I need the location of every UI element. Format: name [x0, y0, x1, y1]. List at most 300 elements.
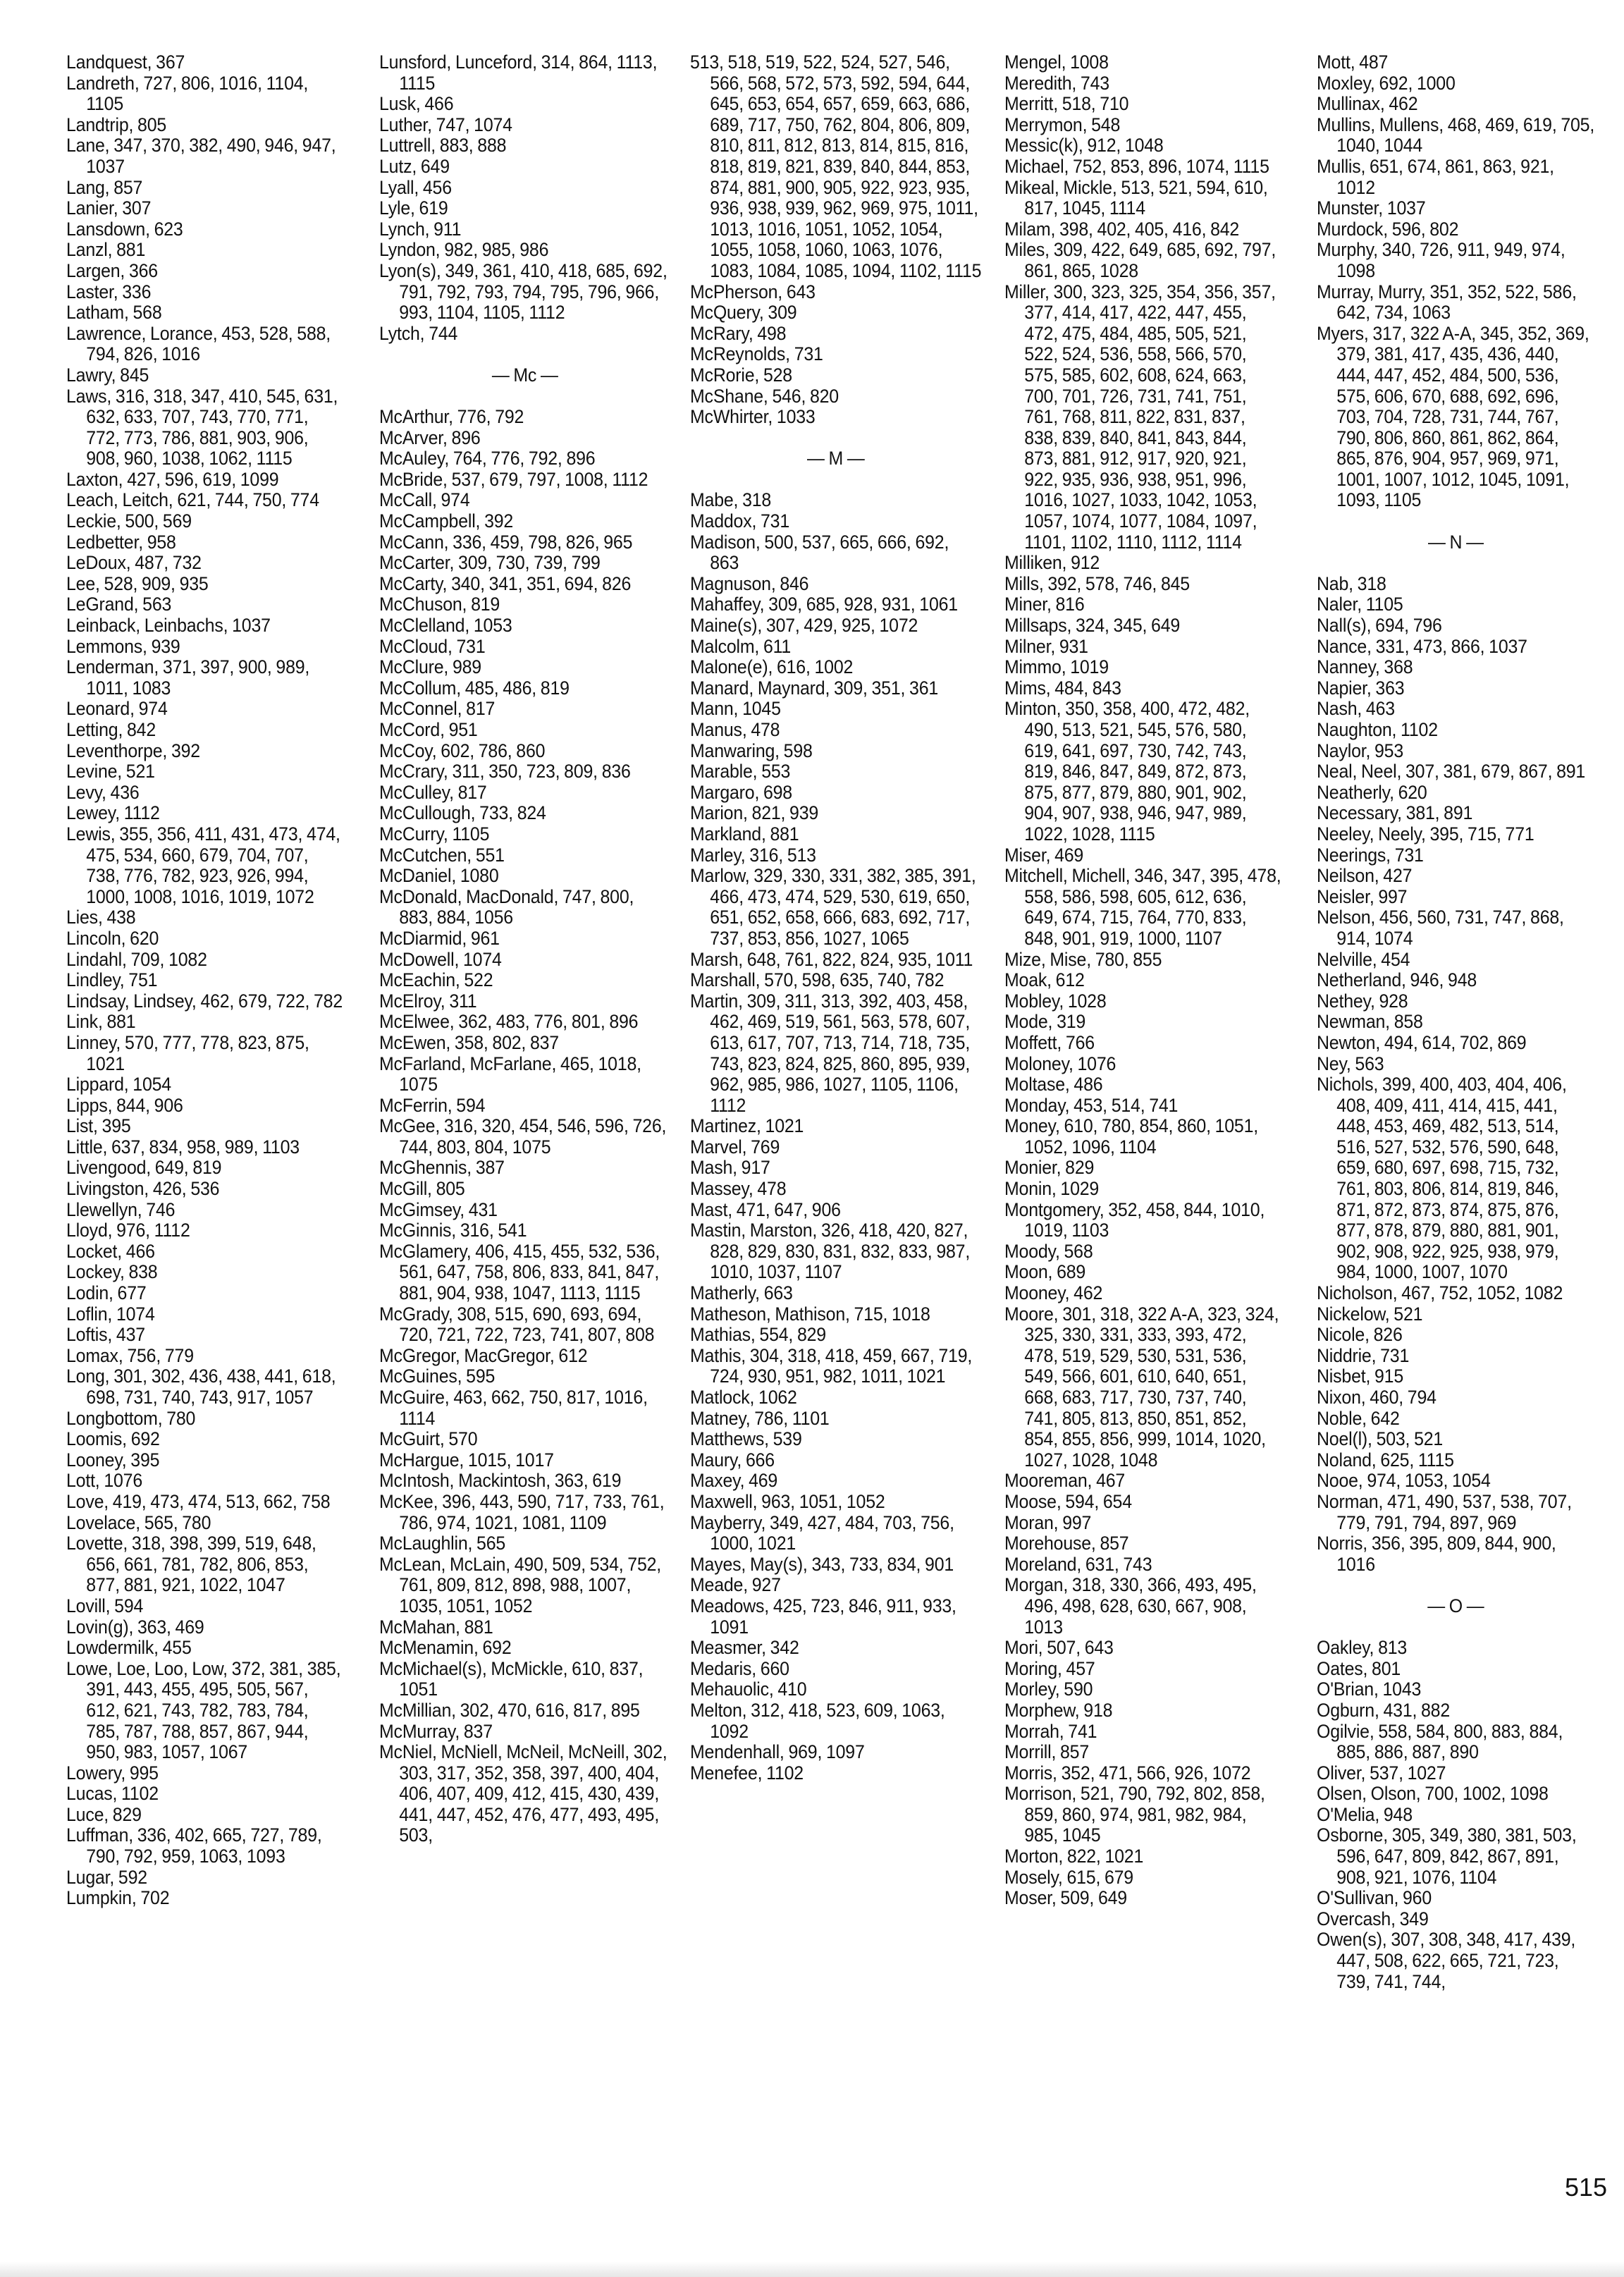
index-entry: McElwee, 362, 483, 776, 801, 896: [379, 1011, 639, 1033]
index-entry: Markland, 881: [690, 823, 799, 845]
index-entry: Moran, 997: [1004, 1511, 1092, 1533]
index-entry: O'Sullivan, 960: [1317, 1887, 1432, 1909]
index-entry: Miller, 300, 323, 325, 354, 356, 357, 377, 414, 417, 422, 447, 455, 472, 475, 484, 485, 505, 521, 522, 524, 536, 558, 566, 570, 575, 585, 602, 608, 624, 663, 700, 701, 726, 731, 741, 751, 761, 768, 811, 822, 831, 837, 838, 839, 840, 841, 843, 844, 873, 881, 912, 917, 920, 921, 922, 935, 936, 938, 951, 996, 1016, 1027, 1033, 1042, 1053, 1057, 1074, 1077, 1084, 1097, 1101, 1102, 1110, 1112, 1114: [1004, 281, 1276, 553]
index-entry: Lane, 347, 370, 382, 490, 946, 947, 1037: [66, 135, 336, 177]
index-entry: McWhirter, 1033: [690, 406, 816, 428]
index-entry: Mullis, 651, 674, 861, 863, 921, 1012: [1317, 155, 1554, 198]
index-entry: Moltase, 486: [1004, 1074, 1103, 1095]
index-entry: Neisler, 997: [1317, 885, 1408, 907]
index-entry: Mengel, 1008: [1004, 51, 1109, 73]
index-entry: Mimmo, 1019: [1004, 656, 1109, 678]
index-entry: McGhennis, 387: [379, 1157, 505, 1179]
index-entry: Neilson, 427: [1317, 865, 1413, 887]
index-entry: Mims, 484, 843: [1004, 677, 1121, 699]
index-entry: O'Melia, 948: [1317, 1803, 1413, 1825]
index-entry: McGuines, 595: [379, 1365, 496, 1387]
index-entry: Meadows, 425, 723, 846, 911, 933, 1091: [690, 1595, 956, 1638]
index-entry: Morgan, 318, 330, 366, 493, 495, 496, 498, 628, 630, 667, 908, 1013: [1004, 1574, 1257, 1638]
index-entry: Norman, 471, 490, 537, 538, 707, 779, 791, 794, 897, 969: [1317, 1490, 1572, 1533]
index-entry: Mode, 319: [1004, 1011, 1086, 1033]
index-entry: Manard, Maynard, 309, 351, 361: [690, 677, 939, 699]
index-entry: O'Brian, 1043: [1317, 1678, 1422, 1700]
index-entry: Milliken, 912: [1004, 552, 1100, 574]
index-entry: Massey, 478: [690, 1178, 787, 1200]
index-entry: Norris, 356, 395, 809, 844, 900, 1016: [1317, 1533, 1556, 1575]
index-entry: Landquest, 367: [66, 51, 185, 73]
index-entry: Laxton, 427, 596, 619, 1099: [66, 468, 279, 490]
index-entry: Locket, 466: [66, 1240, 155, 1262]
index-entry: Neatherly, 620: [1317, 781, 1427, 803]
index-entry: Nixon, 460, 794: [1317, 1387, 1437, 1408]
index-entry: Nisbet, 915: [1317, 1365, 1404, 1387]
index-entry: McAuley, 764, 776, 792, 896: [379, 448, 596, 469]
index-entry: Malone(e), 616, 1002: [690, 656, 854, 678]
index-entry: McMillian, 302, 470, 616, 817, 895: [379, 1699, 640, 1721]
index-entry: Merrymon, 548: [1004, 113, 1121, 135]
index-entry: Lindahl, 709, 1082: [66, 948, 207, 970]
index-entry: Loftis, 437: [66, 1324, 145, 1346]
index-entry: Mullins, Mullens, 468, 469, 619, 705, 1040, 1044: [1317, 113, 1595, 156]
index-entry: Looney, 395: [66, 1449, 160, 1471]
index-entry: McDaniel, 1080: [379, 865, 499, 887]
index-entry: Moreland, 631, 743: [1004, 1553, 1152, 1575]
index-entry: Lawry, 845: [66, 364, 149, 386]
index-entry: McFarland, McFarlane, 465, 1018, 1075: [379, 1052, 641, 1095]
index-entry: McGuire, 463, 662, 750, 817, 1016, 1114: [379, 1387, 648, 1429]
index-entry: McGlamery, 406, 415, 455, 532, 536, 561, 647, 758, 806, 833, 841, 847, 881, 904, 938, 1047, 1113, 1115: [379, 1240, 660, 1304]
index-entry: Mann, 1045: [690, 698, 781, 720]
index-entry: Long, 301, 302, 436, 438, 441, 618, 698, 731, 740, 743, 917, 1057: [66, 1365, 336, 1408]
index-entry: Luffman, 336, 402, 665, 727, 789, 790, 792, 959, 1063, 1093: [66, 1824, 322, 1867]
index-entry: Nall(s), 694, 796: [1317, 615, 1442, 637]
index-entry: Noel(l), 503, 521: [1317, 1428, 1444, 1450]
index-entry: Noble, 642: [1317, 1407, 1400, 1429]
index-entry: Mori, 507, 643: [1004, 1637, 1114, 1659]
index-entry: McDonald, MacDonald, 747, 800, 883, 884, 1056: [379, 885, 634, 928]
index-entry: Osborne, 305, 349, 380, 381, 503, 596, 647, 809, 842, 867, 891, 908, 921, 1076, 1104: [1317, 1824, 1577, 1888]
index-entry: Money, 610, 780, 854, 860, 1051, 1052, 1096, 1104: [1004, 1115, 1258, 1158]
index-entry: Leinback, Leinbachs, 1037: [66, 615, 271, 637]
index-entry: McClelland, 1053: [379, 615, 512, 637]
index-entry: Margaro, 698: [690, 781, 792, 803]
index-entry: Mathias, 554, 829: [690, 1324, 826, 1346]
section-letter-heading: — N —: [1427, 531, 1484, 553]
index-entry: McCoy, 602, 786, 860: [379, 739, 546, 761]
index-entry: Lipps, 844, 906: [66, 1094, 183, 1116]
index-entry: Largen, 366: [66, 259, 158, 281]
index-entry: Lanzl, 881: [66, 239, 146, 261]
index-entry: Moak, 612: [1004, 969, 1085, 991]
index-entry: McGee, 316, 320, 454, 546, 596, 726, 744, 803, 804, 1075: [379, 1115, 667, 1158]
index-entry: Link, 881: [66, 1011, 136, 1033]
index-entry: Lucas, 1102: [66, 1783, 159, 1805]
index-entry: Matlock, 1062: [690, 1387, 797, 1408]
index-entry: Maury, 666: [690, 1449, 775, 1471]
index-entry: Murdock, 596, 802: [1317, 218, 1459, 240]
index-entry: Lytch, 744: [379, 322, 458, 344]
section-letter-heading: — O —: [1427, 1595, 1484, 1616]
index-entry: McGuirt, 570: [379, 1428, 478, 1450]
index-entry: Lenderman, 371, 397, 900, 989, 1011, 1083: [66, 656, 310, 699]
index-entry: Moser, 509, 649: [1004, 1887, 1127, 1909]
index-entry: Noland, 625, 1115: [1317, 1449, 1454, 1471]
index-entry: McDowell, 1074: [379, 948, 502, 970]
index-entry: Mehauolic, 410: [690, 1678, 807, 1700]
section-letter-heading: — Mc —: [491, 364, 558, 386]
index-entry: McQuery, 309: [690, 302, 797, 324]
index-entry: Lumpkin, 702: [66, 1887, 170, 1909]
index-entry: McMahan, 881: [379, 1616, 493, 1638]
index-entry: Neeley, Neely, 395, 715, 771: [1317, 823, 1534, 845]
index-entry: Leventhorpe, 392: [66, 739, 200, 761]
index-entry: McDiarmid, 961: [379, 927, 500, 949]
index-entry: Oliver, 537, 1027: [1317, 1762, 1446, 1784]
index-entry: Mitchell, Michell, 346, 347, 395, 478, 558, 586, 598, 605, 612, 636, 649, 674, 715, 764, 770, 833, 848, 901, 919, 1000, 1107: [1004, 865, 1281, 949]
index-entry: Meade, 927: [690, 1574, 781, 1596]
index-entry: Mahaffey, 309, 685, 928, 931, 1061: [690, 594, 958, 615]
index-entry: Luther, 747, 1074: [379, 113, 512, 135]
index-entry: McLaughlin, 565: [379, 1533, 506, 1554]
index-entry: Morphew, 918: [1004, 1699, 1113, 1721]
index-entry: Ney, 563: [1317, 1052, 1384, 1074]
index-entry: Nance, 331, 473, 866, 1037: [1317, 635, 1527, 657]
index-entry: Marlow, 329, 330, 331, 382, 385, 391, 466, 473, 474, 529, 530, 619, 650, 651, 652, 658, 666, 683, 692, 717, 737, 853, 856, 1027, 1065: [690, 865, 976, 949]
index-entry: Linney, 570, 777, 778, 823, 875, 1021: [66, 1031, 309, 1074]
index-entry: Morrison, 521, 790, 792, 802, 858, 859, 860, 974, 981, 982, 984, 985, 1045: [1004, 1783, 1265, 1846]
index-entry: Mize, Mise, 780, 855: [1004, 948, 1162, 970]
index-entry: Neal, Neel, 307, 381, 679, 867, 891: [1317, 761, 1586, 782]
index-entry: Michael, 752, 853, 896, 1074, 1115: [1004, 155, 1269, 177]
index-entry: Nash, 463: [1317, 698, 1395, 720]
index-entry: Nickelow, 521: [1317, 1303, 1423, 1325]
index-entry: Ogilvie, 558, 584, 800, 883, 884, 885, 886, 887, 890: [1317, 1720, 1563, 1763]
index-entry: Overcash, 349: [1317, 1908, 1429, 1929]
index-entry: Lies, 438: [66, 907, 136, 928]
index-entry: Mosely, 615, 679: [1004, 1866, 1133, 1888]
index-entry: Niddrie, 731: [1317, 1344, 1410, 1366]
index-entry: Myers, 317, 322 A-A, 345, 352, 369, 379, 381, 417, 435, 436, 440, 444, 447, 452, 484, 500, 536, 575, 606, 670, 688, 692, 696, 703, 704, 728, 731, 744, 767, 790, 806, 860, 861, 862, 864, 865, 876, 904, 957, 969, 971, 1001, 1007, 1012, 1045, 1091, 1093, 1105: [1317, 322, 1589, 511]
index-entry: McCurry, 1105: [379, 823, 490, 845]
index-entry: McCutchen, 551: [379, 844, 505, 866]
index-entry: Naler, 1105: [1317, 594, 1403, 615]
index-entry: Leckie, 500, 569: [66, 510, 192, 532]
index-entry: Messic(k), 912, 1048: [1004, 135, 1164, 156]
index-entry: Little, 637, 834, 958, 989, 1103: [66, 1136, 300, 1158]
index-entry: McGimsey, 431: [379, 1198, 498, 1220]
index-entry: Leonard, 974: [66, 698, 168, 720]
index-entry: Miser, 469: [1004, 844, 1084, 866]
index-entry: Netherland, 946, 948: [1317, 969, 1477, 991]
index-entry: Monin, 1029: [1004, 1178, 1100, 1200]
index-entry: Nelson, 456, 560, 731, 747, 868, 914, 1074: [1317, 907, 1564, 949]
index-entry: Landtrip, 805: [66, 113, 167, 135]
index-entry: Lawrence, Lorance, 453, 528, 588, 794, 826, 1016: [66, 322, 331, 365]
index-entry: McCullough, 733, 824: [379, 802, 546, 824]
index-entry: Matherly, 663: [690, 1282, 793, 1304]
index-entry: Loomis, 692: [66, 1428, 160, 1450]
index-entry: Lyall, 456: [379, 176, 452, 198]
index-entry: Morley, 590: [1004, 1678, 1093, 1700]
index-entry: Menefee, 1102: [690, 1762, 804, 1784]
index-entry: McArver, 896: [379, 426, 481, 448]
index-entry: Moring, 457: [1004, 1657, 1095, 1679]
index-entry: McCulley, 817: [379, 781, 487, 803]
index-entry: Marion, 821, 939: [690, 802, 819, 824]
index-entry: McCarty, 340, 341, 351, 694, 826: [379, 572, 632, 594]
index-entry: Mooney, 462: [1004, 1282, 1103, 1304]
index-entry: McCarter, 309, 730, 739, 799: [379, 552, 601, 574]
index-entry: McGregor, MacGregor, 612: [379, 1344, 588, 1366]
index-entry: Matney, 786, 1101: [690, 1407, 830, 1429]
index-entry: Lugar, 592: [66, 1866, 147, 1888]
index-entry: Maxwell, 963, 1051, 1052: [690, 1490, 885, 1512]
index-entry: McNiel, McNiell, McNeil, McNeill, 302, 303, 317, 352, 358, 397, 400, 404, 406, 407, 409, 412, 415, 430, 439, 441, 447, 452, 476, 477, 493, 495, 503,: [379, 1741, 668, 1846]
index-entry: Manus, 478: [690, 719, 780, 740]
index-entry: Leach, Leitch, 621, 744, 750, 774: [66, 489, 319, 511]
index-entry: Morehouse, 857: [1004, 1533, 1129, 1554]
index-entry: Lowery, 995: [66, 1762, 159, 1784]
index-entry: McFerrin, 594: [379, 1094, 486, 1116]
index-entry: McMenamin, 692: [379, 1637, 512, 1659]
index-entry: Lott, 1076: [66, 1470, 142, 1492]
index-entry: Morton, 822, 1021: [1004, 1846, 1144, 1867]
index-entry: Mills, 392, 578, 746, 845: [1004, 572, 1190, 594]
index-entry: McPherson, 643: [690, 281, 816, 302]
index-entry: Lynch, 911: [379, 218, 462, 240]
index-entry: Minton, 350, 358, 400, 472, 482, 490, 513, 521, 545, 576, 580, 619, 641, 697, 730, 742, 743, 819, 846, 847, 849, 872, 873, 875, 877, 879, 880, 901, 902, 904, 907, 938, 946, 947, 989, 1022, 1028, 1115: [1004, 698, 1250, 845]
index-entry: Ogburn, 431, 882: [1317, 1699, 1451, 1721]
index-entry: Nicholson, 467, 752, 1052, 1082: [1317, 1282, 1563, 1304]
index-entry: Lockey, 838: [66, 1261, 158, 1283]
index-entry: Magnuson, 846: [690, 572, 809, 594]
index-entry: McRorie, 528: [690, 364, 792, 386]
index-entry: McConnel, 817: [379, 698, 496, 720]
index-entry: Moose, 594, 654: [1004, 1490, 1132, 1512]
index-entry: Lyle, 619: [379, 197, 448, 219]
index-entry: Ledbetter, 958: [66, 531, 176, 553]
index-entry: McCord, 951: [379, 719, 478, 740]
index-entry: McEwen, 358, 802, 837: [379, 1031, 559, 1053]
index-entry: Marley, 316, 513: [690, 844, 816, 866]
index-entry: Mikeal, Mickle, 513, 521, 594, 610, 817, 1045, 1114: [1004, 176, 1268, 219]
index-entry: Lee, 528, 909, 935: [66, 572, 209, 594]
index-entry: Murray, Murry, 351, 352, 522, 586, 642, 734, 1063: [1317, 281, 1577, 324]
index-entry: Levine, 521: [66, 761, 155, 782]
index-entry: Lowdermilk, 455: [66, 1637, 192, 1659]
index-entry: Longbottom, 780: [66, 1407, 196, 1429]
index-entry: Morrah, 741: [1004, 1720, 1097, 1742]
index-entry: Miles, 309, 422, 649, 685, 692, 797, 861, 865, 1028: [1004, 239, 1277, 281]
index-entry: Lyon(s), 349, 361, 410, 418, 685, 692, 791, 792, 793, 794, 795, 796, 966, 993, 1104, 1105, 1112: [379, 259, 668, 324]
index-entry: Mast, 471, 647, 906: [690, 1198, 841, 1220]
index-entry: Lovill, 594: [66, 1595, 144, 1616]
index-entry: Lovin(g), 363, 469: [66, 1616, 204, 1638]
index-entry: Nanney, 368: [1317, 656, 1413, 678]
index-entry: Lewis, 355, 356, 411, 431, 473, 474, 475, 534, 660, 679, 704, 707, 738, 776, 782, 923, 926, 994, 1000, 1008, 1016, 1019, 1072: [66, 823, 340, 907]
index-entry: Nab, 318: [1317, 572, 1386, 594]
index-entry: Mobley, 1028: [1004, 990, 1107, 1012]
index-entry: Munster, 1037: [1317, 197, 1426, 219]
index-entry: McReynolds, 731: [690, 343, 823, 365]
index-entry: McBride, 537, 679, 797, 1008, 1112: [379, 468, 648, 490]
index-entry: Matthews, 539: [690, 1428, 802, 1450]
index-entry: Lovelace, 565, 780: [66, 1511, 211, 1533]
index-entry: Livingston, 426, 536: [66, 1178, 220, 1200]
index-entry: Meredith, 743: [1004, 72, 1109, 94]
index-entry: Lutz, 649: [379, 155, 450, 177]
index-entry: McShane, 546, 820: [690, 385, 839, 407]
index-entry: Naughton, 1102: [1317, 719, 1438, 740]
index-entry: Marable, 553: [690, 761, 791, 782]
index-entry: Newman, 858: [1317, 1011, 1423, 1033]
index-entry: McCann, 336, 459, 798, 826, 965: [379, 531, 633, 553]
index-entry: Oakley, 813: [1317, 1637, 1408, 1659]
index-entry: Lansdown, 623: [66, 218, 183, 240]
index-entry: Lindsay, Lindsey, 462, 679, 722, 782: [66, 990, 343, 1012]
index-entry: Olsen, Olson, 700, 1002, 1098: [1317, 1783, 1549, 1805]
index-entry: Measmer, 342: [690, 1637, 799, 1659]
index-entry: McArthur, 776, 792: [379, 406, 524, 428]
index-entry: Lodin, 677: [66, 1282, 147, 1304]
index-entry: Nichols, 399, 400, 403, 404, 406, 408, 409, 411, 414, 415, 441, 448, 453, 469, 482, 513, 514, 516, 527, 532, 576, 590, 648, 659, 680, 697, 698, 715, 732, 761, 803, 806, 814, 819, 846, 871, 872, 873, 874, 875, 876, 877, 878, 879, 880, 881, 901, 902, 908, 922, 925, 938, 979, 984, 1000, 1007, 1070: [1317, 1074, 1567, 1283]
index-entry: Landreth, 727, 806, 1016, 1104, 1105: [66, 72, 309, 115]
index-entry: Oates, 801: [1317, 1657, 1401, 1679]
index-entry: Naylor, 953: [1317, 739, 1404, 761]
index-entry: Melton, 312, 418, 523, 609, 1063, 1092: [690, 1699, 945, 1742]
index-entry: Nooe, 974, 1053, 1054: [1317, 1470, 1491, 1492]
index-entry: Lunsford, Lunceford, 314, 864, 1113, 1115: [379, 51, 658, 94]
index-entry: McMurray, 837: [379, 1720, 493, 1742]
index-entry: Levy, 436: [66, 781, 140, 803]
index-entry: Newton, 494, 614, 702, 869: [1317, 1031, 1527, 1053]
index-entry: Lanier, 307: [66, 197, 152, 219]
index-entry: Llewellyn, 746: [66, 1198, 176, 1220]
index-entry: Milner, 931: [1004, 635, 1088, 657]
index-entry: Malcolm, 611: [690, 635, 792, 657]
index-entry: Letting, 842: [66, 719, 156, 740]
index-entry: Lovette, 318, 398, 399, 519, 648, 656, 661, 781, 782, 806, 853, 877, 881, 921, 1022, 1047: [66, 1533, 316, 1596]
index-entry: Neerings, 731: [1317, 844, 1424, 866]
index-entry: Monday, 453, 514, 741: [1004, 1094, 1179, 1116]
index-entry: Mabe, 318: [690, 489, 772, 511]
index-entry: Morris, 352, 471, 566, 926, 1072: [1004, 1762, 1251, 1784]
index-entry: Monier, 829: [1004, 1157, 1095, 1179]
index-entry: Lemmons, 939: [66, 635, 180, 657]
index-entry: Nelville, 454: [1317, 948, 1410, 970]
index-entry: Lang, 857: [66, 176, 143, 198]
index-entry: Mullinax, 462: [1317, 93, 1418, 115]
page-number: 515: [1565, 2173, 1608, 2202]
index-entry: Nethey, 928: [1317, 990, 1408, 1012]
index-entry: Lowe, Loe, Loo, Low, 372, 381, 385, 391, 443, 455, 495, 505, 567, 612, 621, 743, 782, 783, 784, 785, 787, 788, 857, 867, 944, 950, 983, 1057, 1067: [66, 1657, 341, 1763]
index-entry: McCloud, 731: [379, 635, 486, 657]
index-entry: Moody, 568: [1004, 1240, 1093, 1262]
index-entry: McClure, 989: [379, 656, 481, 678]
index-entry: McLean, McLain, 490, 509, 534, 752, 761, 809, 812, 898, 988, 1007, 1035, 1051, 1052: [379, 1553, 662, 1616]
index-entry: Mastin, Marston, 326, 418, 420, 827, 828, 829, 830, 831, 832, 833, 987, 1010, 1037, 1107: [690, 1220, 971, 1283]
index-entry: Lewey, 1112: [66, 802, 160, 824]
index-entry: McCampbell, 392: [379, 510, 514, 532]
index-entry: Owen(s), 307, 308, 348, 417, 439, 447, 508, 622, 665, 721, 723, 739, 741, 744,: [1317, 1929, 1576, 1992]
index-entry: Martin, 309, 311, 313, 392, 403, 458, 462, 469, 519, 561, 563, 578, 607, 613, 617, 707, 713, 714, 718, 735, 743, 823, 824, 825, 860, 895, 939, 962, 985, 986, 1027, 1105, 1106, 1112: [690, 990, 971, 1116]
index-entry: Laster, 336: [66, 281, 152, 302]
index-entry: Millsaps, 324, 345, 649: [1004, 615, 1181, 637]
index-entry: Moloney, 1076: [1004, 1052, 1116, 1074]
section-letter-heading: — M —: [806, 448, 865, 469]
index-entry: Moon, 689: [1004, 1261, 1086, 1283]
page-bottom-edge: [0, 2261, 1624, 2277]
index-entry: Matheson, Mathison, 715, 1018: [690, 1303, 930, 1325]
index-entry: Mayberry, 349, 427, 484, 703, 756, 1000, 1021: [690, 1511, 954, 1554]
index-entry: McGrady, 308, 515, 690, 693, 694, 720, 721, 722, 723, 741, 807, 808: [379, 1303, 655, 1346]
index-entry: Napier, 363: [1317, 677, 1405, 699]
index-entry: Mathis, 304, 318, 418, 459, 667, 719, 724, 930, 951, 982, 1011, 1021: [690, 1344, 973, 1387]
index-column-1: [66, 52, 345, 1909]
index-column-4: [1004, 52, 1283, 1909]
index-entry: Medaris, 660: [690, 1657, 789, 1679]
index-entry: McChuson, 819: [379, 594, 500, 615]
index-entry: Lomax, 756, 779: [66, 1344, 194, 1366]
index-entry: Milam, 398, 402, 405, 416, 842: [1004, 218, 1240, 240]
index-entry: McCall, 974: [379, 489, 470, 511]
index-entry: McRary, 498: [690, 322, 787, 344]
index-entry: Moore, 301, 318, 322 A-A, 323, 324, 325, 330, 331, 333, 393, 472, 478, 519, 529, 530, 531, 536, 549, 566, 601, 610, 640, 651, 668, 683, 717, 730, 737, 740, 741, 805, 813, 850, 851, 852, 854, 855, 856, 999, 1014, 1020, 1027, 1028, 1048: [1004, 1303, 1279, 1471]
index-entry: Maine(s), 307, 429, 925, 1072: [690, 615, 918, 637]
index-entry: McCollum, 485, 486, 819: [379, 677, 570, 699]
index-entry: Luce, 829: [66, 1803, 142, 1825]
index-entry: McMichael(s), McMickle, 610, 837, 1051: [379, 1657, 644, 1700]
index-entry: Martinez, 1021: [690, 1115, 804, 1137]
index-entry: Merritt, 518, 710: [1004, 93, 1129, 115]
index-entry: Moffett, 766: [1004, 1031, 1095, 1053]
index-entry: Mendenhall, 969, 1097: [690, 1741, 865, 1763]
index-entry: Marshall, 570, 598, 635, 740, 782: [690, 969, 945, 991]
index-entry: Maxey, 469: [690, 1470, 778, 1492]
index-entry: Mott, 487: [1317, 51, 1389, 73]
index-entry: Lloyd, 976, 1112: [66, 1220, 190, 1241]
index-entry: Lippard, 1054: [66, 1074, 171, 1095]
index-entry: Marsh, 648, 761, 822, 824, 935, 1011: [690, 948, 973, 970]
index-entry: McHargue, 1015, 1017: [379, 1449, 554, 1471]
index-entry: McEachin, 522: [379, 969, 493, 991]
index-entry: Luttrell, 883, 888: [379, 135, 507, 156]
index-entry: Loflin, 1074: [66, 1303, 155, 1325]
index-entry: Murphy, 340, 726, 911, 949, 974, 1098: [1317, 239, 1565, 281]
index-entry: List, 395: [66, 1115, 131, 1137]
index-entry: Mooreman, 467: [1004, 1470, 1126, 1492]
index-entry: Love, 419, 473, 474, 513, 662, 758: [66, 1490, 331, 1512]
index-entry: McCrary, 311, 350, 723, 809, 836: [379, 761, 631, 782]
index-entry: Lusk, 466: [379, 93, 454, 115]
index-entry: Laws, 316, 318, 347, 410, 545, 631, 632, 633, 707, 743, 770, 771, 772, 773, 786, 881, 903, 906, 908, 960, 1038, 1062, 1115: [66, 385, 338, 469]
index-entry: Morrill, 857: [1004, 1741, 1090, 1763]
index-entry: Livengood, 649, 819: [66, 1157, 222, 1179]
index-entry: Miner, 816: [1004, 594, 1085, 615]
index-entry: Latham, 568: [66, 302, 162, 324]
index-column-2: [379, 52, 671, 1846]
index-entry: McElroy, 311: [379, 990, 477, 1012]
index-entry: Maddox, 731: [690, 510, 790, 532]
index-entry: Necessary, 381, 891: [1317, 802, 1473, 824]
index-entry: LeGrand, 563: [66, 594, 172, 615]
index-entry: Mayes, May(s), 343, 733, 834, 901: [690, 1553, 954, 1575]
index-entry: 513, 518, 519, 522, 524, 527, 546, 566, 568, 572, 573, 592, 594, 644, 645, 653, 654, 657, 659, 663, 686, 689, 717, 750, 762, 804, 806, 809, 810, 811, 812, 813, 814, 815, 816, 818, 819, 821, 839, 840, 844, 853, 874, 881, 900, 905, 922, 923, 935, 936, 938, 939, 962, 969, 975, 1011, 1013, 1016, 1051, 1052, 1054, 1055, 1058, 1060, 1063, 1076, 1083, 1084, 1085, 1094, 1102, 1115: [690, 51, 982, 281]
index-entry: Lindley, 751: [66, 969, 158, 991]
index-entry: McGinnis, 316, 541: [379, 1220, 527, 1241]
index-entry: McKee, 396, 443, 590, 717, 733, 761, 786, 974, 1021, 1081, 1109: [379, 1490, 665, 1533]
index-entry: Montgomery, 352, 458, 844, 1010, 1019, 1103: [1004, 1198, 1265, 1241]
index-entry: Manwaring, 598: [690, 739, 813, 761]
